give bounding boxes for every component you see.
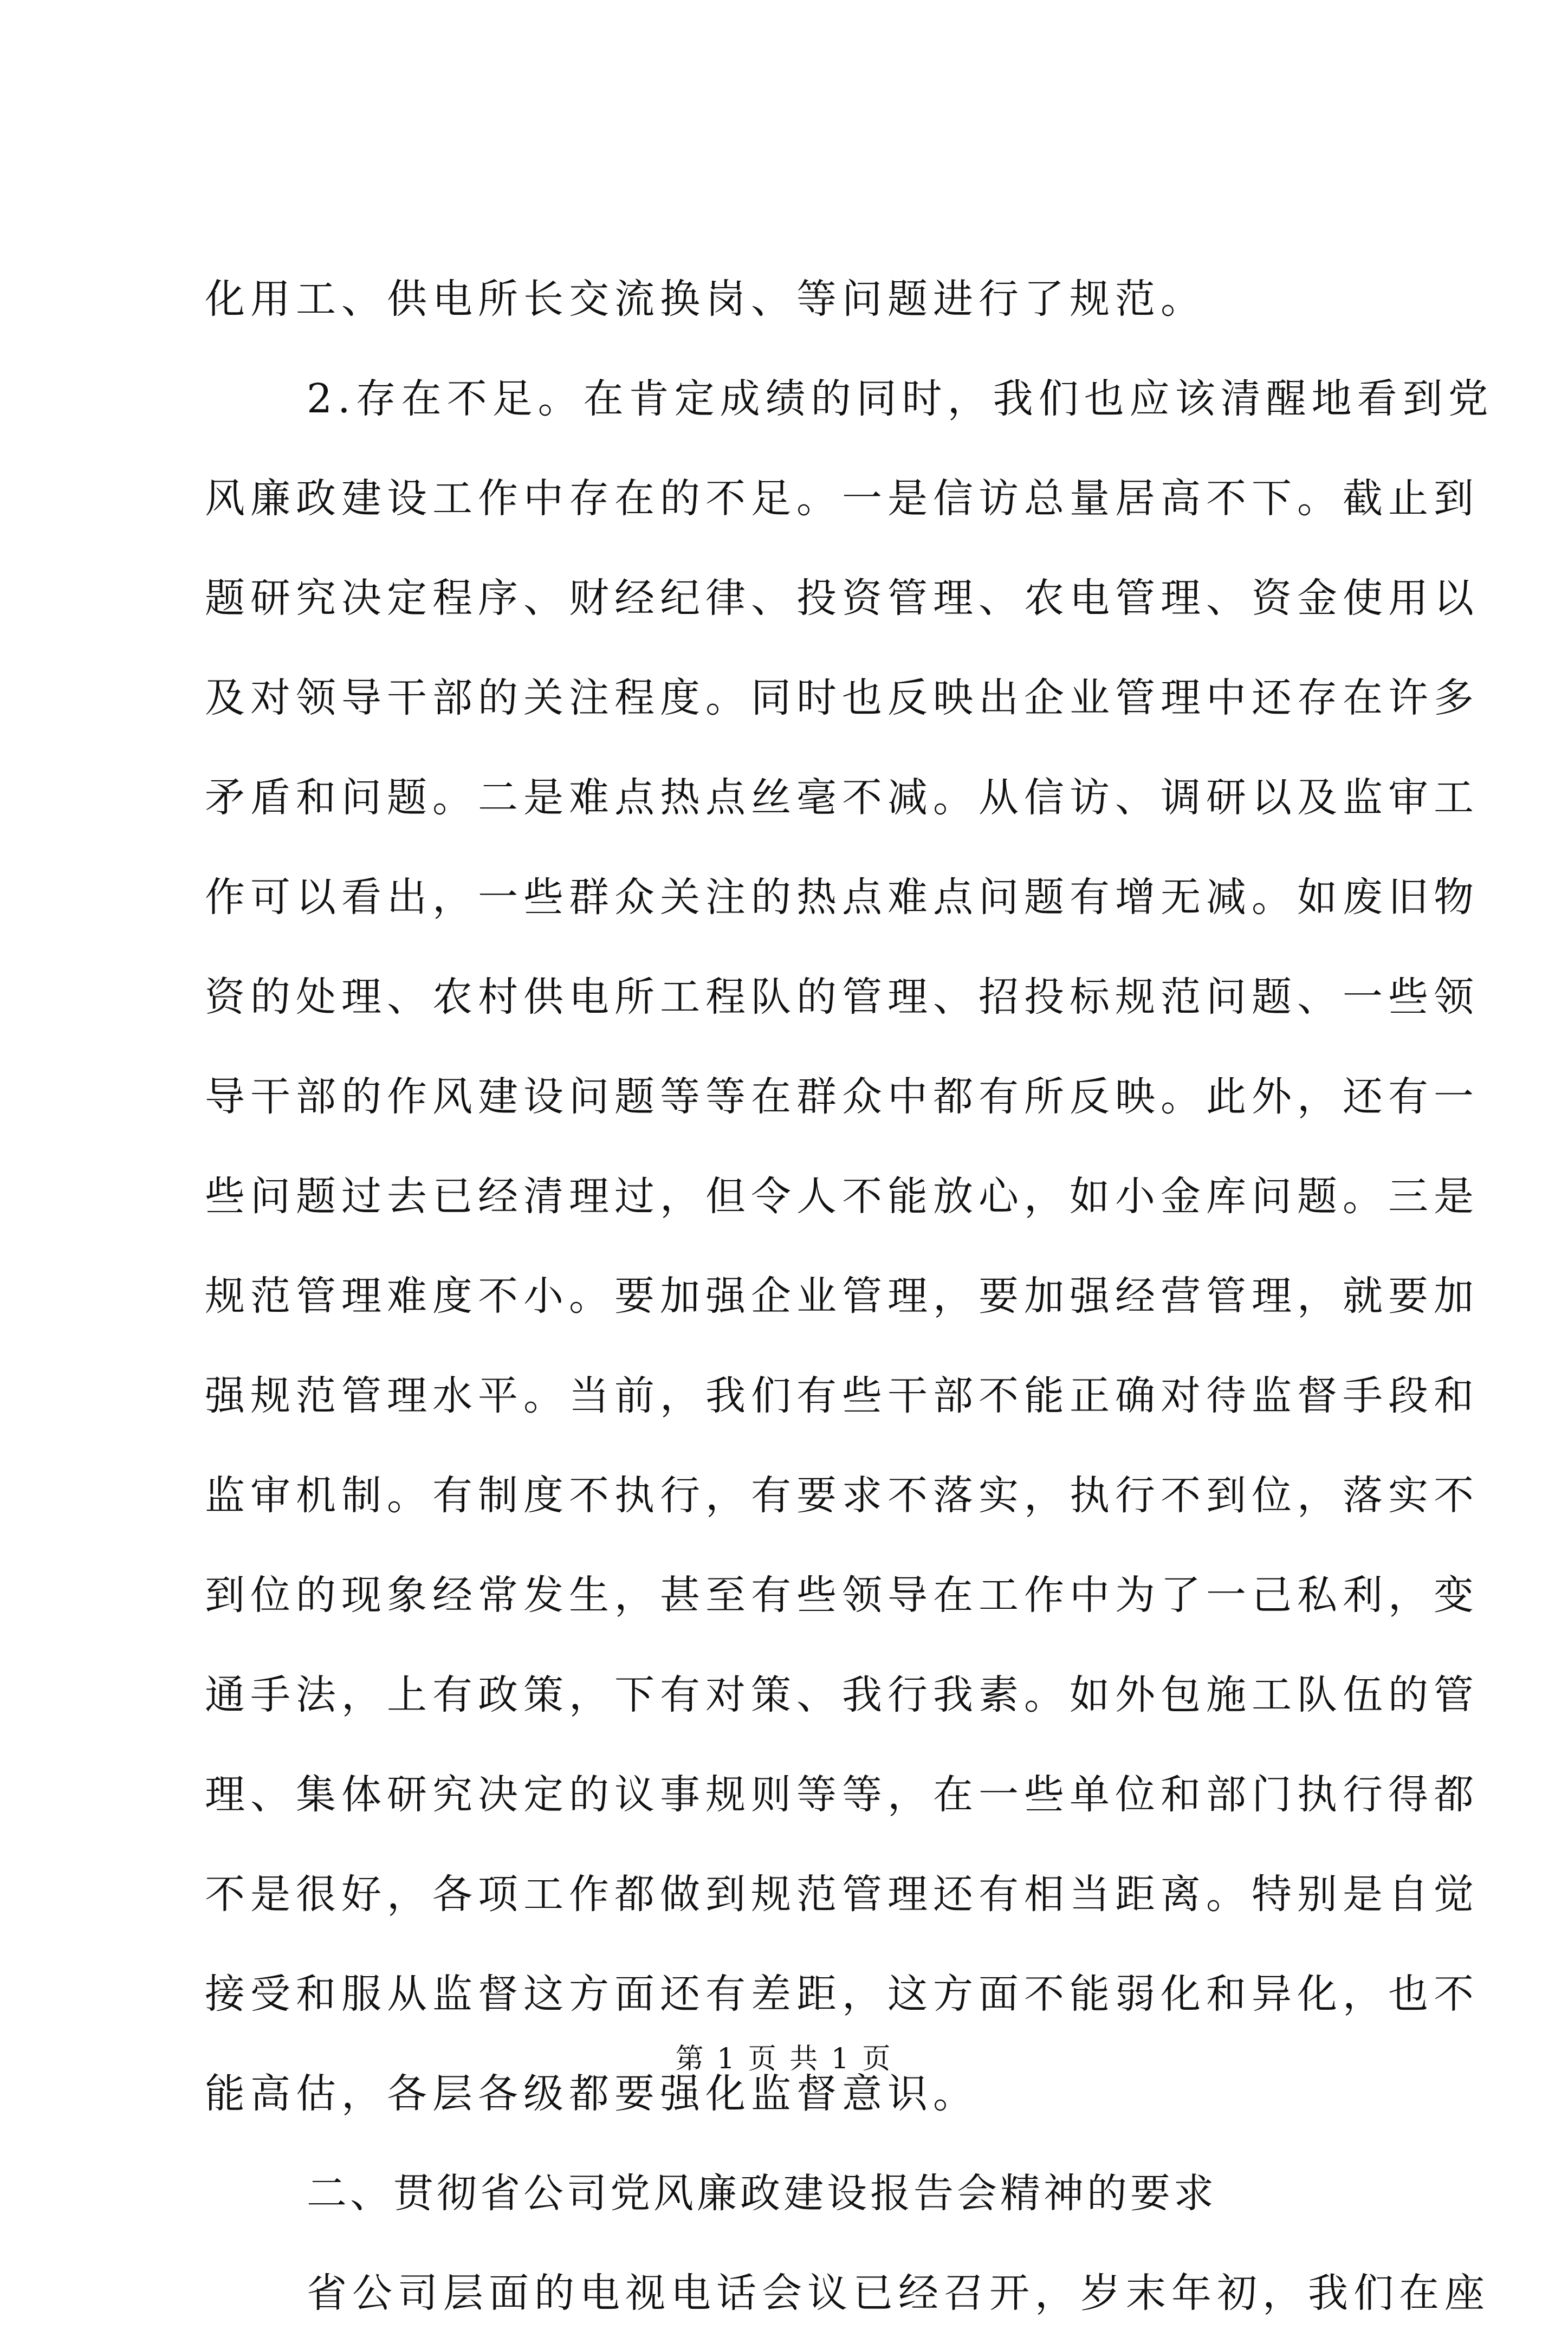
page-footer: 第 1 页 共 1 页 (675, 2043, 893, 2075)
text-line: 资的处理、农村供电所工程队的管理、招投标规范问题、一些领 (205, 974, 1479, 1020)
text-line: 规范管理难度不小。要加强企业管理，要加强经营管理，就要加 (205, 1273, 1479, 1319)
text-line: 矛盾和问题。二是难点热点丝毫不减。从信访、调研以及监审工 (205, 774, 1479, 821)
text-line: 到位的现象经常发生，甚至有些领导在工作中为了一己私利，变 (205, 1572, 1479, 1619)
text-line: 接受和服从监督这方面还有差距，这方面不能弱化和异化，也不 (205, 1971, 1479, 2017)
text-line: 作可以看出，一些群众关注的热点难点问题有增无减。如废旧物 (205, 874, 1479, 921)
text-line: 强规范管理水平。当前，我们有些干部不能正确对待监督手段和 (205, 1373, 1479, 1419)
text-line: 些问题过去已经清理过，但令人不能放心，如小金库问题。三是 (205, 1173, 1479, 1220)
text-line: 能高估，各层各级都要强化监督意识。 (205, 2070, 979, 2117)
text-line: 不是很好，各项工作都做到规范管理还有相当距离。特别是自觉 (205, 1871, 1479, 1918)
paragraph-start-line: 2.存在不足。在肯定成绩的同时，我们也应该清醒地看到党 (307, 376, 1494, 422)
document-body (205, 249, 1494, 2343)
text-line: 通手法，上有政策，下有对策、我行我素。如外包施工队伍的管 (205, 1672, 1479, 1718)
text-line: 化用工、供电所长交流换岗、等问题进行了规范。 (205, 276, 1206, 322)
text-line: 监审机制。有制度不执行，有要求不落实，执行不到位，落实不 (205, 1472, 1479, 1519)
text-line: 题研究决定程序、财经纪律、投资管理、农电管理、资金使用以 (205, 575, 1479, 622)
text-line: 风廉政建设工作中存在的不足。一是信访总量居高不下。截止到 (205, 475, 1479, 522)
text-line: 理、集体研究决定的议事规则等等，在一些单位和部门执行得都 (205, 1771, 1479, 1818)
text-line: 导干部的作风建设问题等等在群众中都有所反映。此外，还有一 (205, 1073, 1479, 1120)
paragraph-start-line: 省公司层面的电视电话会议已经召开，岁末年初，我们在座 (307, 2270, 1490, 2316)
section-heading: 二、贯彻省公司党风廉政建设报告会精神的要求 (307, 2170, 1217, 2217)
text-line: 及对领导干部的关注程度。同时也反映出企业管理中还存在许多 (205, 675, 1479, 721)
